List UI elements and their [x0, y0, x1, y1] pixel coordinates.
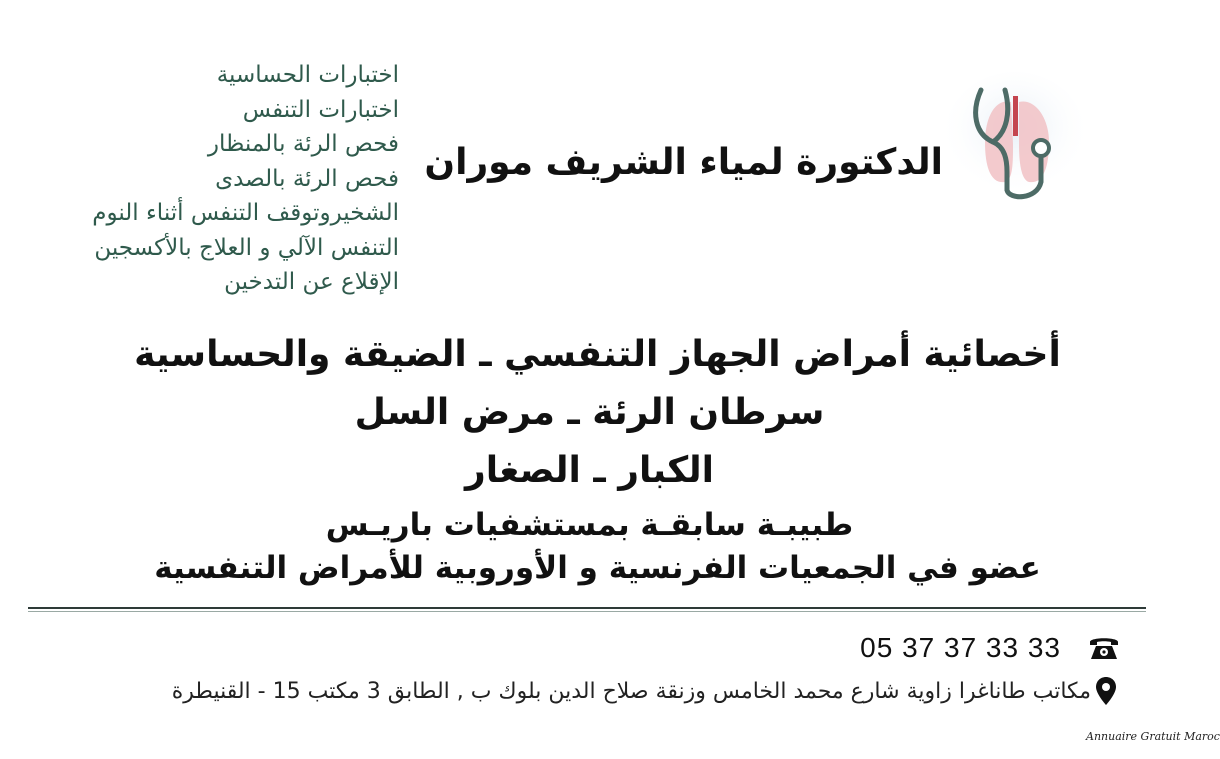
specialty-line: الكبار ـ الصغار	[465, 450, 714, 491]
service-item: اختبارات التنفس	[242, 96, 399, 123]
service-item: اختبارات الحساسية	[216, 62, 399, 88]
service-item: الشخيروتوقف التنفس أثناء النوم	[92, 200, 399, 226]
phone-row	[860, 628, 1121, 668]
doctor-name: الدكتورة لمياء الشريف موران	[424, 142, 943, 183]
divider	[28, 611, 1146, 612]
watermark: Annuaire Gratuit Maroc	[1086, 730, 1220, 743]
telephone-icon	[1087, 633, 1121, 663]
specialty-line: أخصائية أمراض الجهاز التنفسي ـ الضيقة والحساسية	[134, 334, 1061, 375]
specialty-line: سرطان الرئة ـ مرض السل	[354, 392, 825, 433]
address-row	[172, 676, 1117, 706]
service-item: الإقلاع عن التدخين	[224, 269, 399, 295]
specialty-line: طبيبـة سابقـة بمستشفيات باريـس	[325, 507, 854, 543]
divider	[28, 607, 1146, 609]
phone-number[interactable]: 05 37 37 33 33	[860, 632, 1061, 663]
lungs-stethoscope-logo-icon	[945, 72, 1085, 207]
service-item: فحص الرئة بالصدى	[215, 165, 399, 192]
address-text: مكاتب طاناغرا زاوية شارع محمد الخامس وزنقة صلاح الدين بلوك ب , الطابق 3 مكتب 15 - القنيطرة	[171, 678, 1091, 704]
services-list	[92, 58, 399, 300]
service-item: فحص الرئة بالمنظار	[207, 131, 399, 157]
service-item: التنفس الآلي و العلاج بالأكسجين	[94, 234, 399, 261]
specialty-line: عضو في الجمعيات الفرنسية و الأوروبية للأمراض التنفسية	[154, 550, 1041, 586]
specialty-block	[0, 326, 1179, 588]
map-pin-icon	[1095, 676, 1117, 706]
